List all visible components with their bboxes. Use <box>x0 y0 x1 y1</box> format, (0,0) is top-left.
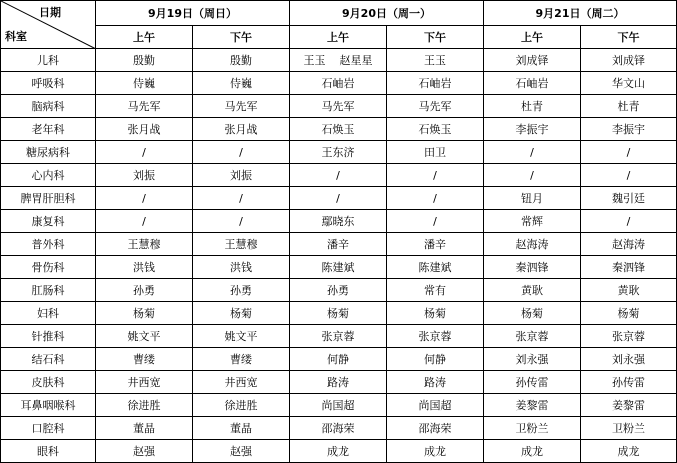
doctor-cell: 杨菊 <box>96 302 193 325</box>
table-row <box>1 164 677 187</box>
doctor-cell: 刘成铎 <box>484 49 581 72</box>
doctor-cell: 成龙 <box>581 440 677 463</box>
doctor-cell: 路涛 <box>290 371 387 394</box>
dept-name-cell: 老年科 <box>1 118 96 141</box>
table-row <box>1 325 677 348</box>
doctor-cell: 黄耿 <box>484 279 581 302</box>
doctor-cell: 赵强 <box>193 440 290 463</box>
table-row <box>1 440 677 463</box>
dept-name-cell: 结石科 <box>1 348 96 371</box>
doctor-cell: / <box>581 210 677 233</box>
doctor-cell: 张京蓉 <box>484 325 581 348</box>
doctor-cell: 侍巍 <box>96 72 193 95</box>
doctor-cell: 孙勇 <box>290 279 387 302</box>
dept-name-cell: 呼吸科 <box>1 72 96 95</box>
doctor-cell: 马先军 <box>290 95 387 118</box>
date-header: 9月21日（周二） <box>484 1 677 26</box>
doctor-cell: 路涛 <box>387 371 484 394</box>
doctor-cell: 王东济 <box>290 141 387 164</box>
doctor-cell: 孙勇 <box>96 279 193 302</box>
doctor-cell: 张京蓉 <box>290 325 387 348</box>
doctor-cell: 常有 <box>387 279 484 302</box>
period-header: 上午 <box>484 26 581 49</box>
doctor-cell: 黄耿 <box>581 279 677 302</box>
corner-date-label: 日期 <box>39 6 61 19</box>
table-row <box>1 348 677 371</box>
table-row <box>1 141 677 164</box>
doctor-cell: 石焕玉 <box>290 118 387 141</box>
table-row <box>1 187 677 210</box>
doctor-cell: 秦泗锋 <box>484 256 581 279</box>
doctor-cell: 侍巍 <box>193 72 290 95</box>
doctor-cell: 马先军 <box>96 95 193 118</box>
doctor-cell: 杨菊 <box>387 302 484 325</box>
doctor-cell: 石焕玉 <box>387 118 484 141</box>
doctor-cell: 张京蓉 <box>581 325 677 348</box>
doctor-cell: 邵海荣 <box>290 417 387 440</box>
doctor-cell: 赵海涛 <box>581 233 677 256</box>
doctor-cell: 刘振 <box>96 164 193 187</box>
doctor-cell: 殷勤 <box>96 49 193 72</box>
doctor-cell: 成龙 <box>484 440 581 463</box>
doctor-cell: 何静 <box>290 348 387 371</box>
doctor-cell: 杜青 <box>484 95 581 118</box>
doctor-cell: 鄢晓东 <box>290 210 387 233</box>
doctor-cell: 潘辛 <box>387 233 484 256</box>
doctor-cell: 石岫岩 <box>290 72 387 95</box>
table-row <box>1 394 677 417</box>
dept-name-cell: 皮肤科 <box>1 371 96 394</box>
doctor-cell: / <box>581 164 677 187</box>
doctor-cell: 陈建斌 <box>290 256 387 279</box>
doctor-cell: 华文山 <box>581 72 677 95</box>
period-header-row <box>1 26 677 49</box>
doctor-cell: 田卫 <box>387 141 484 164</box>
doctor-cell: / <box>387 164 484 187</box>
doctor-cell: 姚文平 <box>193 325 290 348</box>
doctor-cell: 王慧穆 <box>193 233 290 256</box>
period-header: 上午 <box>290 26 387 49</box>
doctor-cell: 姜黎雷 <box>484 394 581 417</box>
table-row <box>1 256 677 279</box>
period-header: 上午 <box>96 26 193 49</box>
doctor-cell: 姜黎雷 <box>581 394 677 417</box>
doctor-cell: 魏引廷 <box>581 187 677 210</box>
doctor-cell: 曹缕 <box>96 348 193 371</box>
doctor-cell: / <box>484 141 581 164</box>
corner-header-cell <box>1 1 96 49</box>
period-header: 下午 <box>193 26 290 49</box>
table-row <box>1 302 677 325</box>
dept-name-cell: 肛肠科 <box>1 279 96 302</box>
table-row <box>1 233 677 256</box>
table-row <box>1 118 677 141</box>
table-row <box>1 210 677 233</box>
doctor-cell: / <box>581 141 677 164</box>
doctor-cell: / <box>193 187 290 210</box>
dept-name-cell: 脾胃肝胆科 <box>1 187 96 210</box>
doctor-cell: 成龙 <box>387 440 484 463</box>
table-row <box>1 95 677 118</box>
doctor-cell: / <box>96 210 193 233</box>
doctor-cell: 孙传雷 <box>484 371 581 394</box>
doctor-cell: 孙传雷 <box>581 371 677 394</box>
doctor-cell: / <box>96 187 193 210</box>
table-row <box>1 417 677 440</box>
doctor-cell: 钮月 <box>484 187 581 210</box>
dept-name-cell: 脑病科 <box>1 95 96 118</box>
doctor-cell: / <box>387 210 484 233</box>
doctor-cell: / <box>484 164 581 187</box>
dept-name-cell: 眼科 <box>1 440 96 463</box>
doctor-cell: 卫粉兰 <box>484 417 581 440</box>
doctor-cell: 石岫岩 <box>387 72 484 95</box>
doctor-cell: 张月战 <box>96 118 193 141</box>
doctor-cell: 潘辛 <box>290 233 387 256</box>
doctor-cell: / <box>96 141 193 164</box>
doctor-cell: 刘永强 <box>581 348 677 371</box>
doctor-cell: 刘振 <box>193 164 290 187</box>
dept-name-cell: 针推科 <box>1 325 96 348</box>
doctor-cell: 马先军 <box>387 95 484 118</box>
doctor-cell: 王玉 赵星星 <box>290 49 387 72</box>
doctor-cell: / <box>193 141 290 164</box>
doctor-cell: / <box>193 210 290 233</box>
doctor-cell: 李振宇 <box>484 118 581 141</box>
doctor-cell: 尚国超 <box>387 394 484 417</box>
doctor-cell: / <box>290 164 387 187</box>
corner-dept-label: 科室 <box>5 30 27 43</box>
doctor-cell: 孙勇 <box>193 279 290 302</box>
doctor-cell: 曹缕 <box>193 348 290 371</box>
doctor-cell: 刘永强 <box>484 348 581 371</box>
doctor-cell: 常辉 <box>484 210 581 233</box>
table-row <box>1 49 677 72</box>
doctor-cell: 董晶 <box>193 417 290 440</box>
dept-name-cell: 妇科 <box>1 302 96 325</box>
doctor-cell: 洪钱 <box>96 256 193 279</box>
table-row <box>1 279 677 302</box>
date-header-row <box>1 1 677 26</box>
doctor-cell: 井西宽 <box>193 371 290 394</box>
doctor-cell: 杨菊 <box>581 302 677 325</box>
doctor-cell: 邵海荣 <box>387 417 484 440</box>
doctor-cell: 徐进胜 <box>96 394 193 417</box>
doctor-cell: 马先军 <box>193 95 290 118</box>
doctor-cell: 赵海涛 <box>484 233 581 256</box>
doctor-cell: 陈建斌 <box>387 256 484 279</box>
doctor-cell: / <box>387 187 484 210</box>
doctor-cell: 董晶 <box>96 417 193 440</box>
doctor-cell: 尚国超 <box>290 394 387 417</box>
doctor-cell: 何静 <box>387 348 484 371</box>
doctor-cell: 杨菊 <box>193 302 290 325</box>
dept-name-cell: 普外科 <box>1 233 96 256</box>
doctor-cell: / <box>290 187 387 210</box>
dept-name-cell: 耳鼻咽喉科 <box>1 394 96 417</box>
table-row <box>1 72 677 95</box>
date-header: 9月20日（周一） <box>290 1 484 26</box>
dept-name-cell: 口腔科 <box>1 417 96 440</box>
doctor-cell: 杜青 <box>581 95 677 118</box>
doctor-cell: 洪钱 <box>193 256 290 279</box>
dept-name-cell: 康复科 <box>1 210 96 233</box>
doctor-cell: 杨菊 <box>290 302 387 325</box>
doctor-cell: 成龙 <box>290 440 387 463</box>
doctor-cell: 秦泗锋 <box>581 256 677 279</box>
doctor-cell: 殷勤 <box>193 49 290 72</box>
doctor-cell: 姚文平 <box>96 325 193 348</box>
doctor-cell: 徐进胜 <box>193 394 290 417</box>
doctor-cell: 王慧穆 <box>96 233 193 256</box>
period-header: 下午 <box>581 26 677 49</box>
period-header: 下午 <box>387 26 484 49</box>
dept-name-cell: 心内科 <box>1 164 96 187</box>
doctor-cell: 杨菊 <box>484 302 581 325</box>
doctor-cell: 井西宽 <box>96 371 193 394</box>
doctor-cell: 张月战 <box>193 118 290 141</box>
doctor-cell: 李振宇 <box>581 118 677 141</box>
dept-name-cell: 骨伤科 <box>1 256 96 279</box>
doctor-cell: 张京蓉 <box>387 325 484 348</box>
doctor-cell: 卫粉兰 <box>581 417 677 440</box>
table-row <box>1 371 677 394</box>
doctor-cell: 石岫岩 <box>484 72 581 95</box>
date-header: 9月19日（周日） <box>96 1 290 26</box>
doctor-cell: 刘成铎 <box>581 49 677 72</box>
dept-name-cell: 糖尿病科 <box>1 141 96 164</box>
dept-name-cell: 儿科 <box>1 49 96 72</box>
doctor-cell: 王玉 <box>387 49 484 72</box>
doctor-cell: 赵强 <box>96 440 193 463</box>
